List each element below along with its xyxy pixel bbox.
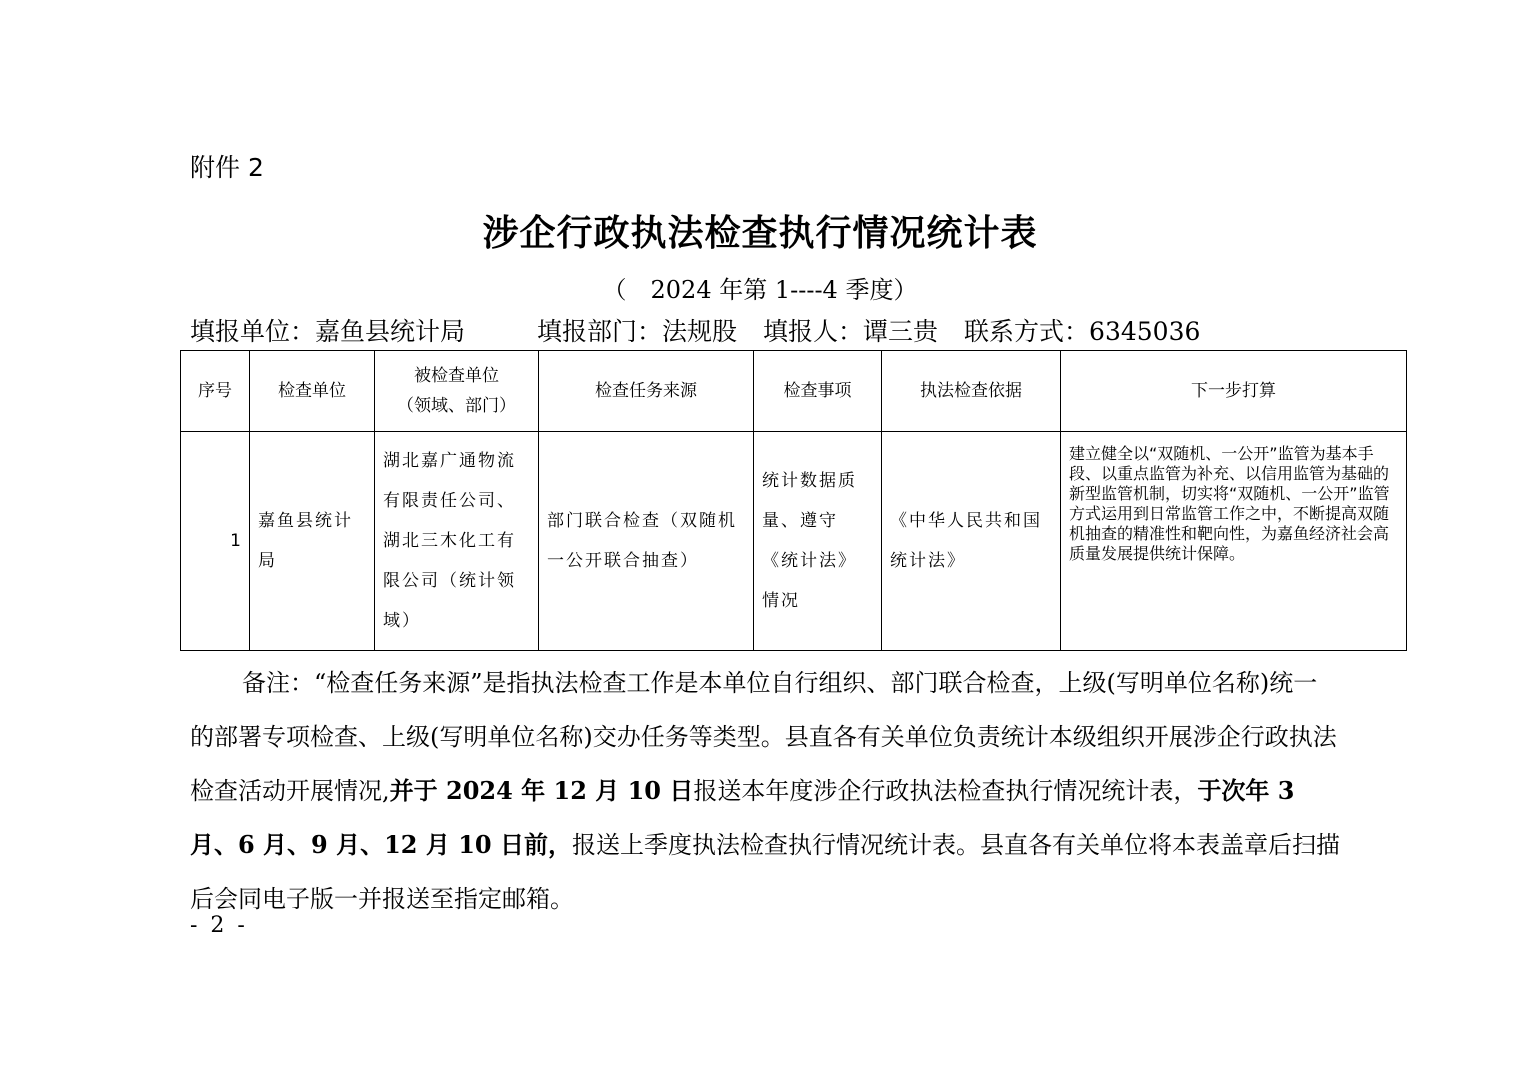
table-row <box>181 432 1407 651</box>
cell-inspector: 嘉鱼县统计局 <box>250 432 375 651</box>
document-title: 涉企行政执法检查执行情况统计表 <box>482 212 1038 254</box>
note-paragraph <box>190 656 1340 926</box>
fill-department: 填报部门：法规股 <box>537 317 738 346</box>
cell-no: 1 <box>181 432 250 651</box>
cell-basis: 《中华人民共和国统计法》 <box>882 432 1061 651</box>
note-bold-quarterly: 于次年 3 月、6 月、9 月、12 月 10 日前， <box>190 776 1295 859</box>
header-inspected-line2: （领域、部门） <box>397 396 516 416</box>
document-subtitle: （ 2024 年第 1----4 季度） <box>602 276 918 304</box>
header-basis: 执法检查依据 <box>882 351 1061 432</box>
cell-items: 统计数据质量、遵守《统计法》情况 <box>754 432 882 651</box>
page-number: - 2 - <box>190 913 248 938</box>
header-no: 序号 <box>181 351 250 432</box>
note-part1: 备注：“检查任务来源”是指执法检查工作是本单位自行组织、部门联合检查，上级(写明单位名称)统一的部署专项检查、上级(写明单位名称)交办任务等类型。县直各有关单位负责统计本级组织开展涉企行政执法检查活动开展情况, <box>190 669 1337 805</box>
statistics-table <box>180 350 1407 651</box>
note-section <box>190 656 1340 926</box>
header-items: 检查事项 <box>754 351 882 432</box>
cell-next: 建立健全以“双随机、一公开”监管为基本手段、以重点监管为补充、以信用监管为基础的新型监管机制，切实将“双随机、一公开”监管方式运用到日常监管工作之中，不断提高双随机抽查的精准性和靶向性，为嘉鱼经济社会高质量发展提供统计保障。 <box>1061 432 1407 651</box>
header-inspected <box>375 351 539 432</box>
attachment-label: 附件 2 <box>190 153 264 182</box>
cell-source: 部门联合检查（双随机一公开联合抽查） <box>539 432 754 651</box>
table-header-row <box>181 351 1407 432</box>
fill-info-line <box>190 312 1200 348</box>
header-next: 下一步打算 <box>1061 351 1407 432</box>
fill-contact: 联系方式：6345036 <box>964 317 1201 346</box>
fill-person: 填报人：谭三贵 <box>763 317 939 346</box>
cell-inspected: 湖北嘉广通物流有限责任公司、湖北三木化工有限公司（统计领域） <box>375 432 539 651</box>
note-bold-deadline: 并于 2024 年 12 月 10 日 <box>389 776 694 805</box>
note-part2: 报送本年度涉企行政执法检查执行情况统计表， <box>693 777 1198 805</box>
header-inspected-line1: 被检查单位 <box>414 366 499 386</box>
header-inspector: 检查单位 <box>250 351 375 432</box>
header-source: 检查任务来源 <box>539 351 754 432</box>
note-part3: 报送上季度执法检查执行情况统计表。县直各有关单位将本表盖章后扫描后会同电子版一并报送至指定邮箱。 <box>190 831 1340 913</box>
fill-unit: 填报单位：嘉鱼县统计局 <box>190 317 466 346</box>
